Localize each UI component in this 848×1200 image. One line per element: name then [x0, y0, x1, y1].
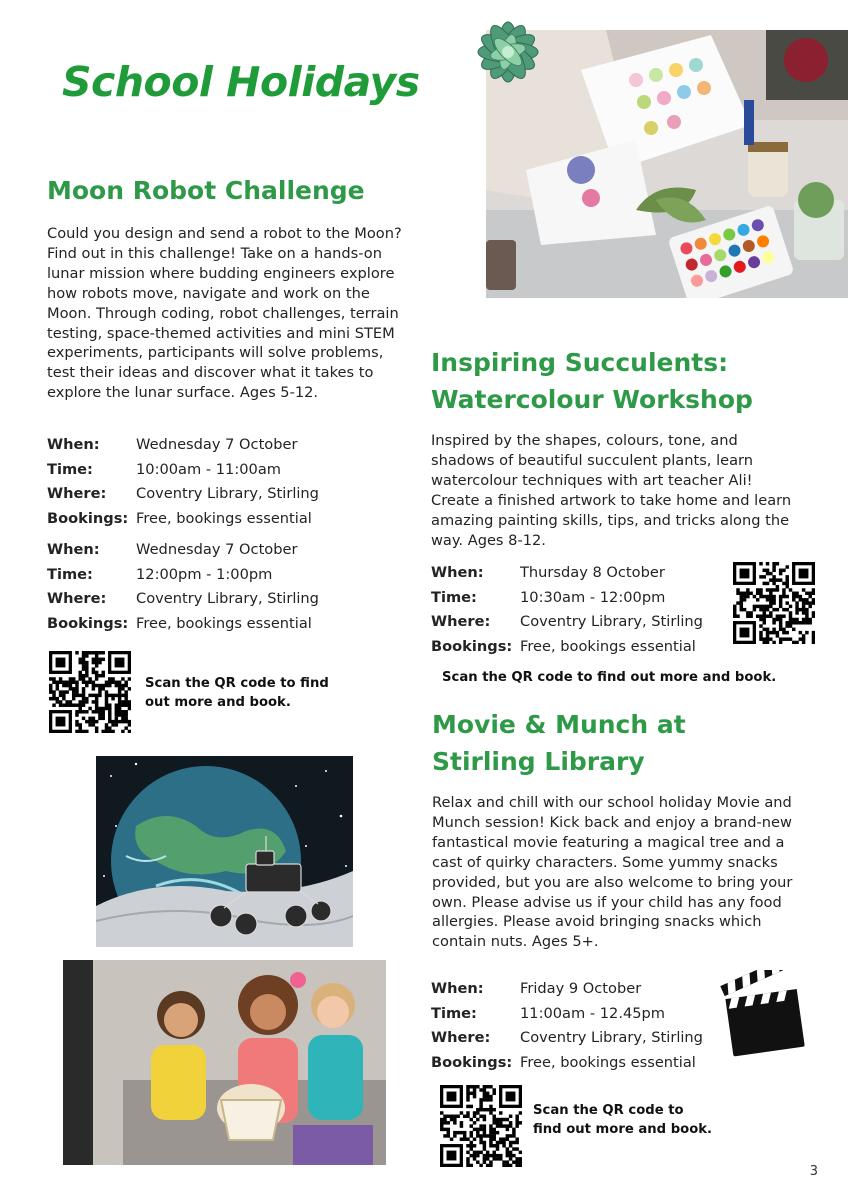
info-label: Time: [47, 460, 93, 478]
info-value: Coventry Library, Stirling [520, 613, 703, 631]
info-label: When: [431, 979, 484, 997]
info-row [47, 587, 417, 612]
info-row [431, 1026, 731, 1051]
info-row [431, 585, 731, 610]
moon-robot-heading: Moon Robot Challenge [47, 176, 365, 205]
moon-qr-note [145, 674, 329, 712]
info-label: Where: [431, 613, 491, 631]
info-row [431, 610, 731, 635]
moon-robot-description: Could you design and send a robot to the Moon? Find out in this challenge! Take on a hands-on lunar mission where budding engineers explore how robots move, navigate and work on the Moon. Through coding, robot challenges, terrain testing, space-themed activities and mini STEM experiments, participants will solve problems, test their ideas and discover what it takes to explore the lunar surface. Ages 5-12. [47, 225, 402, 402]
heading-line: Movie & Munch at [432, 710, 686, 739]
moon-qr-code[interactable] [49, 651, 131, 733]
info-row [431, 976, 731, 1001]
heading-line: Inspiring Succulents: [431, 348, 729, 377]
qr-note-line: find out more and book. [533, 1122, 713, 1137]
info-row [47, 482, 417, 507]
info-row [47, 457, 417, 482]
succulents-session [431, 560, 731, 659]
succulents-qr-code[interactable] [733, 562, 815, 644]
info-value: Coventry Library, Stirling [136, 485, 319, 503]
succulent-decoration [458, 8, 558, 96]
info-value: 11:00am - 12.45pm [520, 1004, 666, 1022]
moon-session-2 [47, 537, 417, 636]
info-row [431, 560, 731, 585]
movie-heading [432, 706, 686, 780]
movie-qr-note [533, 1101, 712, 1139]
movie-description: Relax and chill with our school holiday Movie and Munch session! Kick back and enjoy a brand-new fantastical movie featuring a magical tree and a cast of quirky characters. Some yummy snacks provided, but you are also welcome to bring your own. Please advise us if your child has any food allergies. Please avoid bringing snacks which contain nuts. Ages 5+. [432, 794, 793, 951]
info-value: 12:00pm - 1:00pm [136, 565, 273, 583]
info-value: Wednesday 7 October [136, 435, 298, 453]
clapperboard-icon [718, 970, 808, 1060]
info-label: Time: [431, 1004, 477, 1022]
page-title: School Holidays [62, 58, 420, 106]
info-label: Bookings: [431, 1054, 513, 1072]
info-value: Coventry Library, Stirling [136, 590, 319, 608]
succulents-heading [431, 344, 753, 418]
info-value: Thursday 8 October [520, 563, 665, 581]
info-row [47, 432, 417, 457]
info-label: Time: [47, 565, 93, 583]
info-value: Free, bookings essential [136, 510, 312, 528]
info-value: Free, bookings essential [520, 1054, 696, 1072]
info-value: Wednesday 7 October [136, 540, 298, 558]
info-value: 10:30am - 12:00pm [520, 588, 666, 606]
info-label: Time: [431, 588, 477, 606]
info-label: Where: [47, 590, 107, 608]
info-label: Bookings: [47, 615, 129, 633]
info-row [431, 1001, 731, 1026]
info-row [47, 562, 417, 587]
info-value: Free, bookings essential [520, 638, 696, 656]
succulents-qr-note: Scan the QR code to find out more and book. [442, 670, 777, 685]
movie-session [431, 976, 731, 1075]
info-row [47, 611, 417, 636]
info-value: Friday 9 October [520, 979, 642, 997]
qr-note-line: Scan the QR code to [533, 1103, 684, 1118]
qr-note-line: Scan the QR code to find [145, 676, 329, 691]
info-label: Bookings: [47, 510, 129, 528]
moon-robot-illustration [96, 756, 353, 947]
info-row [47, 537, 417, 562]
info-row [47, 506, 417, 531]
info-value: 10:00am - 11:00am [136, 460, 281, 478]
page-number: 3 [809, 1164, 818, 1179]
heading-line: Watercolour Workshop [431, 385, 753, 414]
info-row [431, 634, 731, 659]
info-label: Bookings: [431, 638, 513, 656]
info-value: Coventry Library, Stirling [520, 1029, 703, 1047]
info-value: Free, bookings essential [136, 615, 312, 633]
info-label: When: [431, 563, 484, 581]
kids-movie-photo [63, 960, 386, 1165]
info-label: Where: [47, 485, 107, 503]
info-label: When: [47, 540, 100, 558]
movie-qr-code[interactable] [440, 1085, 522, 1167]
qr-note-line: out more and book. [145, 695, 291, 710]
info-label: When: [47, 435, 100, 453]
moon-session-1 [47, 432, 417, 531]
info-label: Where: [431, 1029, 491, 1047]
succulents-description: Inspired by the shapes, colours, tone, and shadows of beautiful succulent plants, learn watercolour techniques with art teacher Ali! Create a finished artwork to take home and learn amazing painting skills, tips, and tricks along the way. Ages 8-12. [431, 432, 792, 549]
heading-line: Stirling Library [432, 747, 645, 776]
info-row [431, 1050, 731, 1075]
